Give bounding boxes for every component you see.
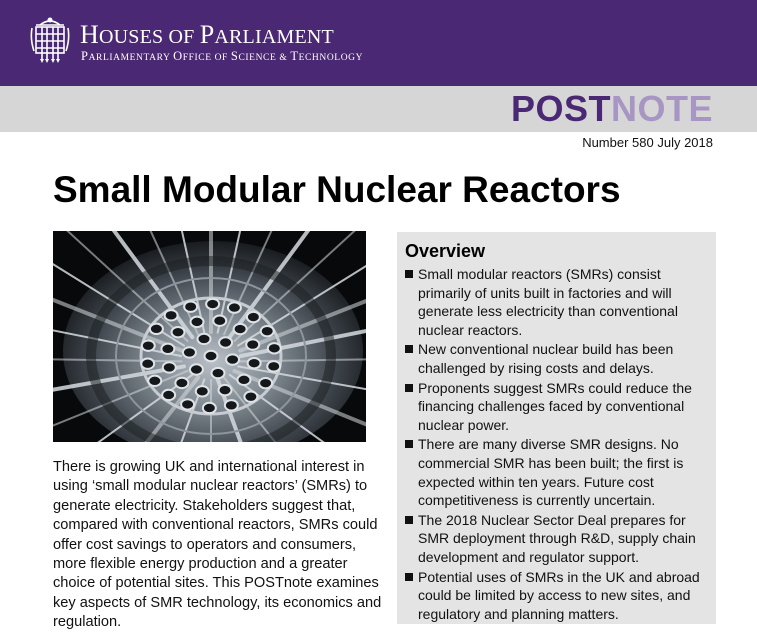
reactor-hole [165,310,178,320]
reactor-hole [268,343,281,353]
overview-item: New conventional nuclear build has been challenged by rising costs and delays. [405,340,708,377]
reactor-hole [203,403,216,413]
overview-item: The 2018 Nuclear Sector Deal prepares for SMR deployment through R&D, supply chain development and regulator support. [405,511,708,567]
overview-item: Proponents suggest SMRs could reduce the financing challenges faced by conventional nuclear power. [405,379,708,435]
square-bullet-icon [405,516,413,524]
reactor-hole [219,337,232,347]
overview-item: There are many diverse SMR designs. No commercial SMR has been built; the first is expected within ten years. Future cost competitiveness is currently uncertain. [405,435,708,509]
document-title: Small Modular Nuclear Reactors [53,169,621,210]
overview-item: Small modular reactors (SMRs) consist primarily of units built in factories and will generate less electricity than conventional nuclear reactors. [405,265,708,339]
square-bullet-icon [405,345,413,353]
reactor-hole [259,378,272,388]
reactor-hole [205,351,218,361]
reactor-hole [148,376,161,386]
square-bullet-icon [405,573,413,581]
reactor-hole [161,344,174,354]
issue-number: Number 580 July 2018 [582,135,713,150]
reactor-hole [206,299,219,309]
reactor-hole [181,399,194,409]
reactor-hole [267,361,280,371]
overview-heading: Overview [405,241,486,261]
intro-paragraph: There is growing UK and international interest in using ‘small modular nuclear reactors’ (SMRs) to generate electricity. Stakeholders suggest that, compared with conventional reactors, SMRs could offer cost savings to operators and consumers, more flexible energy production and a greater choice of potential sites. This POSTnote examines key aspects of SMR technology, its economics and regulation. [53,459,382,631]
reactor-hole [244,391,257,401]
reactor-hole [246,339,259,349]
reactor-hole [184,301,197,311]
reactor-hole [237,375,250,385]
reactor-hole [247,312,260,322]
postnote-post: POST [510,88,611,129]
reactor-hole [226,354,239,364]
reactor-hole [196,386,209,396]
square-bullet-icon [405,270,413,278]
reactor-hole [218,385,231,395]
reactor-hole [163,362,176,372]
reactor-hole [191,317,204,327]
org-name: HOUSES OF PARLIAMENT [80,20,334,49]
reactor-hole [162,390,175,400]
postnote-wordmark [511,88,713,130]
postnote-note: NOTE [610,88,713,129]
overview-item: Potential uses of SMRs in the UK and abroad could be limited by access to new sites, and regulatory and planning matters. [405,568,708,624]
reactor-hole [211,368,224,378]
reactor-hole [175,378,188,388]
portcullis-icon [30,15,70,63]
reactor-hole [228,302,241,312]
reactor-hole [141,359,154,369]
reactor-hole [172,327,185,337]
reactor-hole [225,400,238,410]
square-bullet-icon [405,384,413,392]
reactor-hole [213,316,226,326]
reactor-hole [150,324,163,334]
reactor-hole [234,324,247,334]
square-bullet-icon [405,440,413,448]
overview-list [405,265,708,623]
reactor-hole [261,326,274,336]
reactor-hole [190,364,203,374]
org-subtitle: PARLIAMENTARY OFFICE OF SCIENCE & TECHNOLOGY [81,49,364,63]
header-banner [0,0,757,86]
overview-box [397,232,716,624]
reactor-hole [142,340,155,350]
reactor-photo [53,231,366,442]
reactor-hole [198,334,211,344]
reactor-hole [248,358,261,368]
reactor-hole [183,347,196,357]
